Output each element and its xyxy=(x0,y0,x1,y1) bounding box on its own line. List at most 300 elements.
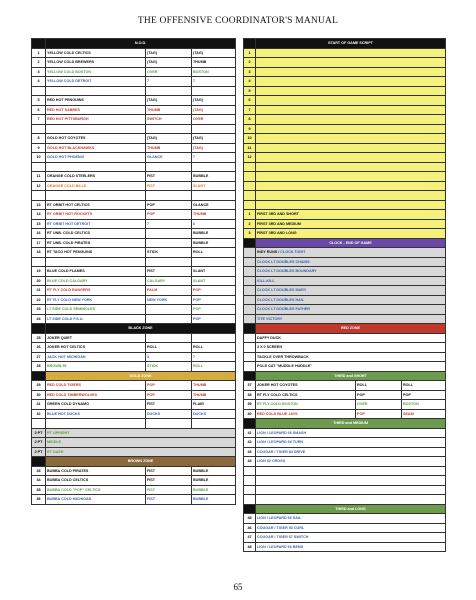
script-number xyxy=(244,162,256,172)
script-row xyxy=(244,86,446,96)
play-tag-a: FIST xyxy=(146,181,192,191)
play-name: BLUE HOT DUCKS xyxy=(46,409,146,419)
play-row xyxy=(244,438,446,448)
play-row xyxy=(32,238,236,248)
ndd-header: N.O.D. xyxy=(46,39,236,49)
play-row xyxy=(244,362,446,372)
play-row xyxy=(244,333,446,343)
spacer-row xyxy=(32,419,236,429)
play-name: ORANGE COLD BILLS xyxy=(46,181,146,191)
play-tag-b: THUMB xyxy=(192,58,236,68)
play-row xyxy=(32,77,236,87)
header-spacer xyxy=(32,324,46,334)
script-number: 12 xyxy=(244,153,256,163)
play-tag-a: (TAG) xyxy=(146,96,192,106)
play-number: 7 xyxy=(32,115,46,125)
play-tag-b: BOSTON xyxy=(192,67,236,77)
play-tag-a: FIST xyxy=(146,267,192,277)
play-row xyxy=(32,400,236,410)
play-row xyxy=(244,514,446,524)
header-spacer xyxy=(244,371,256,381)
script-play-cell xyxy=(256,67,446,77)
play-tag-a: 7 xyxy=(146,77,192,87)
play-row xyxy=(244,409,446,419)
third-short-header: THIRD and SHORT xyxy=(256,371,446,381)
start-script-header-row xyxy=(244,39,446,49)
play-name: CLOCK LT DOUBLES HAIL xyxy=(256,295,446,305)
script-play-cell xyxy=(256,181,446,191)
spacer-row xyxy=(244,495,446,505)
script-number: 3 xyxy=(244,67,256,77)
play-name: CLOCK LT DOUBLES CHAINS xyxy=(256,257,446,267)
play-row xyxy=(244,352,446,362)
play-tag-b: 7 xyxy=(192,77,236,87)
script-number: 9 xyxy=(244,124,256,134)
play-number: 20 xyxy=(32,276,46,286)
script-row xyxy=(244,153,446,163)
play-number xyxy=(32,162,46,172)
play-number: 4 xyxy=(32,77,46,87)
play-row xyxy=(244,267,446,277)
play-tag-a: 7 xyxy=(146,219,192,229)
ndd-header-row xyxy=(32,39,236,49)
play-number: 29 xyxy=(32,381,46,391)
play-number: 2 xyxy=(32,58,46,68)
script-row xyxy=(244,48,446,58)
play-tag-a xyxy=(146,229,192,239)
play-tag-b: 7 xyxy=(192,352,236,362)
play-tag-a: 3 xyxy=(146,352,192,362)
page-number: 65 xyxy=(233,582,243,592)
play-number xyxy=(244,267,256,277)
play-row xyxy=(244,400,446,410)
play-number: 44 xyxy=(244,457,256,467)
play-tag-a: (TAG) xyxy=(146,48,192,58)
play-row xyxy=(244,210,446,220)
script-number xyxy=(244,191,256,201)
third-medium-header: THIRD and MEDIUM xyxy=(256,419,446,429)
play-tag-a: PALM xyxy=(146,286,192,296)
empty-cell xyxy=(256,485,446,495)
play-row xyxy=(32,381,236,391)
play-row xyxy=(32,96,236,106)
script-row xyxy=(244,143,446,153)
play-tag-a: POP xyxy=(146,381,192,391)
play-name xyxy=(46,124,146,134)
header-spacer xyxy=(32,39,46,49)
play-name: JOKER HOT COYOTES xyxy=(256,381,356,391)
third-long-header: THIRD and LONG xyxy=(256,504,446,514)
play-name: LT SIDE COLD SEMINOLES xyxy=(46,305,146,315)
play-name: RT FLY COLD BOSTON xyxy=(256,400,356,410)
play-row xyxy=(32,390,236,400)
play-row xyxy=(32,105,236,115)
play-number: 17 xyxy=(32,238,46,248)
play-name: JACK HOT MICHIGAN xyxy=(46,352,146,362)
play-name: CLOCK LT DOUBLES MARY xyxy=(256,286,446,296)
play-tag-b: 6 xyxy=(192,219,236,229)
play-number: 2 PT xyxy=(32,447,46,457)
play-name: RT FLY COLD RANGERS xyxy=(46,286,146,296)
play-name: RED COLD TIGERS xyxy=(46,381,146,391)
play-tag-a xyxy=(146,191,192,201)
play-number xyxy=(32,191,46,201)
play-number: 16 xyxy=(32,229,46,239)
play-number: 2 xyxy=(244,219,256,229)
play-tag-a xyxy=(146,257,192,267)
play-row xyxy=(32,428,236,438)
play-number: 48 xyxy=(244,542,256,552)
play-number: 33 xyxy=(32,466,46,476)
gold-zone-header: GOLD ZONE xyxy=(46,371,236,381)
play-number: 3 xyxy=(32,67,46,77)
play-row xyxy=(32,200,236,210)
script-number xyxy=(244,181,256,191)
play-row xyxy=(32,115,236,125)
play-name: KILL-KILL xyxy=(256,276,446,286)
play-name: COUGAR / TIGER 67 SWITCH xyxy=(256,533,446,543)
script-play-cell xyxy=(256,115,446,125)
play-name: BROWN 99 xyxy=(46,362,146,372)
script-number: 7 xyxy=(244,105,256,115)
play-tag-b: POP xyxy=(192,286,236,296)
play-name: RT UNB. COLD CELTICS xyxy=(46,229,146,239)
play-tag-a: GLANCE xyxy=(146,153,192,163)
play-number: 15 xyxy=(32,219,46,229)
play-row xyxy=(244,523,446,533)
play-tag-b xyxy=(192,333,236,343)
script-row xyxy=(244,124,446,134)
script-play-cell xyxy=(256,48,446,58)
page-title: THE OFFENSIVE COORDINATOR'S MANUAL xyxy=(137,16,339,26)
script-row xyxy=(244,172,446,182)
play-row xyxy=(32,362,236,372)
play-tag-b: POP xyxy=(192,295,236,305)
play-tag-b: POP xyxy=(192,314,236,324)
play-number: 12 xyxy=(32,181,46,191)
empty-cell xyxy=(244,485,256,495)
play-tag-a: (TAG) xyxy=(146,58,192,68)
play-row xyxy=(244,295,446,305)
play-number: 9 xyxy=(32,143,46,153)
play-name: JOKER QUIET xyxy=(46,333,146,343)
brown-zone-header-row xyxy=(32,457,236,467)
play-name: RT ORBIT HOT CELTICS xyxy=(46,200,146,210)
header-spacer xyxy=(244,324,256,334)
script-row xyxy=(244,105,446,115)
play-number: 22 xyxy=(32,295,46,305)
play-number xyxy=(244,314,256,324)
play-tag-a: (TAG) xyxy=(146,134,192,144)
play-row xyxy=(32,210,236,220)
play-name: RT ORBIT HOT ROCKETS xyxy=(46,210,146,220)
script-number: 2 xyxy=(244,58,256,68)
play-number: 36 xyxy=(32,495,46,505)
black-zone-header-row xyxy=(32,324,236,334)
play-name xyxy=(46,162,146,172)
play-tag-a: OVER xyxy=(146,67,192,77)
play-number: 31 xyxy=(32,400,46,410)
play-number xyxy=(32,86,46,96)
play-name: LION / LEOPARD 66 SAIL xyxy=(256,514,446,524)
play-name: JOKER HOT CELTICS xyxy=(46,343,146,353)
play-tag-b: (TAG) xyxy=(192,48,236,58)
spacer-row xyxy=(244,476,446,486)
play-number: 34 xyxy=(32,476,46,486)
script-number: 10 xyxy=(244,134,256,144)
play-number: 14 xyxy=(32,210,46,220)
play-tag-b: BUBBLE xyxy=(192,229,236,239)
header-spacer xyxy=(32,457,46,467)
play-row xyxy=(32,476,236,486)
play-row xyxy=(32,219,236,229)
play-number: 1 xyxy=(32,48,46,58)
play-name: FIRST 3RD AND SHORT xyxy=(256,210,446,220)
play-tag-a: FIST xyxy=(146,485,192,495)
script-play-cell xyxy=(256,191,446,201)
script-play-cell xyxy=(256,105,446,115)
play-tag-a: POP xyxy=(356,409,402,419)
play-number: 10 xyxy=(32,153,46,163)
play-tag-b: (TAG) xyxy=(192,96,236,106)
play-name: YELLOW COLD CELTICS xyxy=(46,48,146,58)
play-name: DAFFY DUCK xyxy=(256,333,446,343)
play-tag-b: BUBBLE xyxy=(192,466,236,476)
play-number: 3 xyxy=(244,229,256,239)
play-tag-b: BUBBLE xyxy=(192,495,236,505)
header-spacer xyxy=(32,371,46,381)
script-play-cell xyxy=(256,200,446,210)
play-tag-a: FIST xyxy=(146,172,192,182)
play-row xyxy=(32,257,236,267)
play-row xyxy=(32,143,236,153)
play-tag-a: FIST xyxy=(146,400,192,410)
play-tag-a xyxy=(146,162,192,172)
play-row xyxy=(32,229,236,239)
play-row xyxy=(244,428,446,438)
play-name: 3 X 0 SCREEN xyxy=(256,343,446,353)
play-number xyxy=(244,295,256,305)
play-tag-b: POP xyxy=(192,305,236,315)
play-number: 6 xyxy=(32,105,46,115)
play-tag-b: BUBBLE xyxy=(192,172,236,182)
play-number: 5 xyxy=(32,96,46,106)
play-tag-b: BOSTON xyxy=(402,400,446,410)
play-number: 41 xyxy=(244,428,256,438)
play-number xyxy=(244,257,256,267)
play-name xyxy=(46,191,146,201)
script-play-cell xyxy=(256,134,446,144)
script-play-cell xyxy=(256,162,446,172)
play-tag-a: FIST xyxy=(146,476,192,486)
script-number xyxy=(244,200,256,210)
play-tag-b: OVER xyxy=(192,115,236,125)
play-number: 45 xyxy=(244,514,256,524)
play-number: 25 xyxy=(32,333,46,343)
play-tag-a: ROLL xyxy=(146,343,192,353)
play-row xyxy=(244,447,446,457)
play-row xyxy=(32,466,236,476)
play-row xyxy=(32,485,236,495)
empty-cell xyxy=(256,495,446,505)
empty-cell xyxy=(256,476,446,486)
play-row xyxy=(32,67,236,77)
play-number: 23 xyxy=(32,305,46,315)
play-row xyxy=(32,172,236,182)
play-number: 37 xyxy=(244,381,256,391)
play-number xyxy=(244,286,256,296)
spacer-row xyxy=(244,466,446,476)
play-name: LT SIDE COLD F.S.U. xyxy=(46,314,146,324)
third-long-header-row xyxy=(244,504,446,514)
play-name: RT TACO HOT PENGUINS xyxy=(46,248,146,258)
play-name: RT DASH xyxy=(46,447,236,457)
play-name: RT ORBIT HOT DETROIT xyxy=(46,219,146,229)
play-name: LION 62 CROSS xyxy=(256,457,446,467)
play-number xyxy=(32,124,46,134)
play-name: GOLD HOT COYOTES xyxy=(46,134,146,144)
script-row xyxy=(244,191,446,201)
script-row xyxy=(244,96,446,106)
play-name: BLUE COLD FLAMES xyxy=(46,267,146,277)
play-tag-b: (TAG) xyxy=(192,134,236,144)
play-row xyxy=(32,191,236,201)
play-tag-b xyxy=(192,162,236,172)
script-number: 11 xyxy=(244,143,256,153)
play-number: 39 xyxy=(244,400,256,410)
play-row xyxy=(32,267,236,277)
play-tag-a: OVER xyxy=(356,400,402,410)
play-tag-b xyxy=(192,86,236,96)
play-number: 28 xyxy=(32,362,46,372)
play-tag-a: SWITCH xyxy=(146,115,192,125)
play-name: YELLOW COLD BOSTON xyxy=(46,67,146,77)
play-tag-b: SLANT xyxy=(192,181,236,191)
play-name: BUBBA COLD CELTICS xyxy=(46,476,146,486)
play-name: LION / LEOPARD 66 SMASH xyxy=(256,428,446,438)
play-row xyxy=(32,305,236,315)
play-row xyxy=(244,219,446,229)
play-row xyxy=(32,495,236,505)
play-tag-a xyxy=(146,314,192,324)
play-row xyxy=(32,48,236,58)
play-number: 46 xyxy=(244,523,256,533)
play-row xyxy=(244,457,446,467)
black-zone-header: BLACK ZONE xyxy=(46,324,236,334)
play-name: TACKLE OVER THROWBACK xyxy=(256,352,446,362)
script-number: 1 xyxy=(244,48,256,58)
play-name: FIRST 3RD AND MEDIUM xyxy=(256,219,446,229)
play-tag-b: THUMB xyxy=(192,390,236,400)
call-sheet xyxy=(31,38,445,549)
play-tag-a: ROLL xyxy=(356,381,402,391)
empty-cell xyxy=(146,419,192,429)
play-number xyxy=(244,352,256,362)
play-tag-a: STICK xyxy=(146,248,192,258)
start-script-header: START OF GAME SCRIPT xyxy=(256,39,446,49)
play-tag-a: NEW YORK xyxy=(146,295,192,305)
play-tag-a: FIST xyxy=(146,466,192,476)
play-name: ORANGE COLD STEELERS xyxy=(46,172,146,182)
play-tag-a: THUMB xyxy=(146,105,192,115)
play-name: RT FLY COLD NEW YORK xyxy=(46,295,146,305)
play-row xyxy=(32,162,236,172)
play-row xyxy=(32,286,236,296)
play-tag-b: POP xyxy=(402,390,446,400)
play-tag-b: BUBBLE xyxy=(192,476,236,486)
play-name: YELLOW COLD BREWERS xyxy=(46,58,146,68)
play-tag-a xyxy=(146,305,192,315)
play-number: 1 xyxy=(244,210,256,220)
script-play-cell xyxy=(256,153,446,163)
play-number: 13 xyxy=(32,200,46,210)
play-row xyxy=(32,134,236,144)
play-row xyxy=(32,447,236,457)
play-tag-a: POP xyxy=(146,200,192,210)
script-row xyxy=(244,115,446,125)
play-number: 27 xyxy=(32,352,46,362)
play-name: MIDDLE xyxy=(46,438,236,448)
script-play-cell xyxy=(256,86,446,96)
script-row xyxy=(244,134,446,144)
play-number: 38 xyxy=(244,390,256,400)
play-name: LION / LEOPARD 66 TURN xyxy=(256,438,446,448)
clock-play xyxy=(256,248,446,258)
play-name: RT UNB. COLD PIRATES xyxy=(46,238,146,248)
play-row xyxy=(32,248,236,258)
play-row xyxy=(32,181,236,191)
empty-cell xyxy=(244,495,256,505)
play-number: 2 PT xyxy=(32,428,46,438)
play-number xyxy=(244,305,256,315)
play-row xyxy=(244,286,446,296)
play-tag-a: POP xyxy=(356,390,402,400)
script-play-cell xyxy=(256,96,446,106)
header-spacer xyxy=(244,39,256,49)
play-number xyxy=(244,343,256,353)
red-zone-header: RED ZONE xyxy=(256,324,446,334)
play-row xyxy=(32,86,236,96)
header-spacer xyxy=(244,419,256,429)
play-number: 26 xyxy=(32,343,46,353)
play-tag-a: DUCKS xyxy=(146,409,192,419)
play-tag-b: FLAIR xyxy=(192,400,236,410)
play-name: BLUE COLD CALGARY xyxy=(46,276,146,286)
play-number xyxy=(244,276,256,286)
play-number: 21 xyxy=(32,286,46,296)
play-name: TITE VICTORY xyxy=(256,314,446,324)
third-short-header-row xyxy=(244,371,446,381)
play-tag-a: FIST xyxy=(146,495,192,505)
play-row xyxy=(32,438,236,448)
brown-zone-header: BROWN ZONE xyxy=(46,457,236,467)
clock-run-label: INDY RUNS / xyxy=(257,250,281,255)
play-tag-a: POP xyxy=(146,390,192,400)
play-name: BUBBA COLD "POP" CELTICS xyxy=(46,485,146,495)
empty-cell xyxy=(244,466,256,476)
play-tag-b xyxy=(192,191,236,201)
play-name: GOLD HOT BLACKHAWKS xyxy=(46,143,146,153)
script-number: 6 xyxy=(244,96,256,106)
play-number: 32 xyxy=(32,409,46,419)
play-tag-b: 7 xyxy=(192,153,236,163)
play-tag-a: CALGARY xyxy=(146,276,192,286)
header-spacer xyxy=(244,238,256,248)
play-tag-b: THUMB xyxy=(192,210,236,220)
play-tag-b xyxy=(192,257,236,267)
play-name: RT FLY COLD CELTICS xyxy=(256,390,356,400)
play-name xyxy=(46,86,146,96)
